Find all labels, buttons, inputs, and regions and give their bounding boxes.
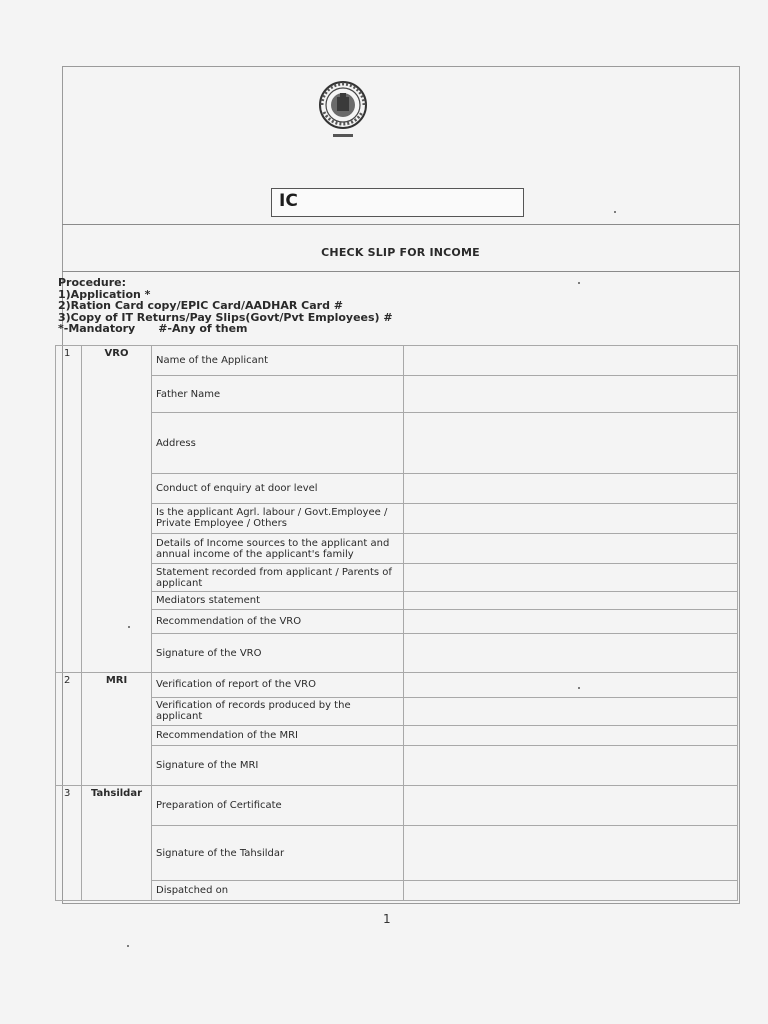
page-number: 1 (383, 912, 391, 926)
officer-label: Tahsildar (82, 786, 152, 901)
item-label: Name of the Applicant (152, 346, 404, 376)
serial-number: 3 (56, 786, 82, 901)
value-cell[interactable] (404, 592, 738, 610)
value-cell[interactable] (404, 610, 738, 634)
table-row (56, 533, 738, 563)
table-row (56, 610, 738, 634)
table-row (56, 592, 738, 610)
item-label: Signature of the Tahsildar (152, 826, 404, 880)
item-label: Preparation of Certificate (152, 786, 404, 826)
item-label: Is the applicant Agrl. labour / Govt.Employee / Private Employee / Others (152, 503, 404, 533)
procedure-line: 2)Ration Card copy/EPIC Card/AADHAR Card # (58, 299, 343, 313)
form-code-box (271, 188, 524, 217)
item-label: Address (152, 413, 404, 473)
table-row (56, 346, 738, 376)
value-cell[interactable] (404, 746, 738, 786)
table-row (56, 697, 738, 725)
value-cell[interactable] (404, 826, 738, 880)
table-row (56, 376, 738, 413)
table-row (56, 786, 738, 826)
value-cell[interactable] (404, 413, 738, 473)
title-band (62, 224, 739, 272)
table-row (56, 826, 738, 880)
item-label: Verification of records produced by the applicant (152, 697, 404, 725)
government-seal-icon (318, 78, 368, 148)
table-row (56, 413, 738, 473)
item-label: Signature of the VRO (152, 634, 404, 672)
value-cell[interactable] (404, 346, 738, 376)
item-label: Verification of report of the VRO (152, 672, 404, 697)
scan-speck (127, 945, 129, 947)
item-label: Statement recorded from applicant / Parents of applicant (152, 564, 404, 592)
procedure-line: 1)Application * (58, 287, 151, 301)
table-row (56, 634, 738, 672)
scan-speck (128, 626, 130, 628)
form-code: IC (279, 191, 298, 211)
table-row (56, 746, 738, 786)
item-label: Conduct of enquiry at door level (152, 473, 404, 503)
serial-number: 2 (56, 672, 82, 786)
item-label: Details of Income sources to the applicant and annual income of the applicant's family (152, 533, 404, 563)
procedure-block (58, 277, 478, 335)
item-label: Recommendation of the MRI (152, 725, 404, 745)
value-cell[interactable] (404, 564, 738, 592)
scan-speck (578, 282, 580, 284)
procedure-line: 3)Copy of IT Returns/Pay Slips(Govt/Pvt Employees) # (58, 310, 393, 324)
value-cell[interactable] (404, 376, 738, 413)
value-cell[interactable] (404, 725, 738, 745)
value-cell[interactable] (404, 533, 738, 563)
item-label: Father Name (152, 376, 404, 413)
value-cell[interactable] (404, 473, 738, 503)
table-row (56, 725, 738, 745)
value-cell[interactable] (404, 672, 738, 697)
table-row (56, 503, 738, 533)
officer-label: VRO (82, 346, 152, 673)
scan-speck (578, 687, 580, 689)
item-label: Dispatched on (152, 880, 404, 900)
procedure-heading: Procedure: (58, 276, 127, 289)
value-cell[interactable] (404, 786, 738, 826)
value-cell[interactable] (404, 503, 738, 533)
value-cell[interactable] (404, 880, 738, 900)
check-slip-table (55, 345, 738, 901)
scan-speck (614, 211, 616, 213)
table-row (56, 880, 738, 900)
officer-label: MRI (82, 672, 152, 786)
document-title: CHECK SLIP FOR INCOME (321, 246, 480, 259)
item-label: Mediators statement (152, 592, 404, 610)
item-label: Signature of the MRI (152, 746, 404, 786)
value-cell[interactable] (404, 697, 738, 725)
table-row (56, 473, 738, 503)
serial-number: 1 (56, 346, 82, 673)
item-label: Recommendation of the VRO (152, 610, 404, 634)
procedure-legend: *-Mandatory #-Any of them (58, 322, 248, 336)
value-cell[interactable] (404, 634, 738, 672)
table-row (56, 672, 738, 697)
table-row (56, 564, 738, 592)
